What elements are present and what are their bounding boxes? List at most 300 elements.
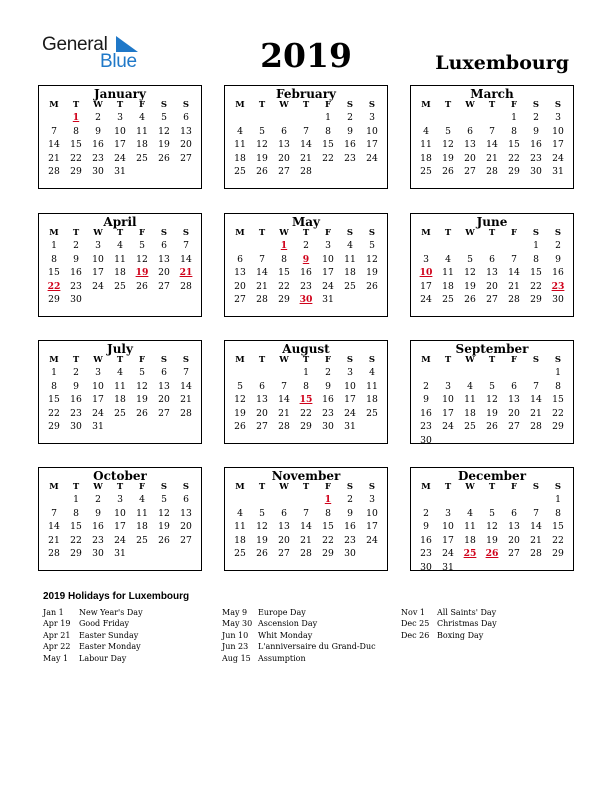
day-cell: 8: [325, 507, 331, 519]
day-cell: 5: [161, 494, 167, 505]
day-cell: 30: [70, 294, 82, 306]
week-row: [225, 366, 387, 380]
day-cell: 23: [344, 152, 356, 164]
week-row: [39, 420, 201, 434]
day-cell: 12: [256, 521, 268, 533]
day-cell: 8: [533, 253, 539, 265]
week-row: [411, 493, 573, 507]
day-cell: [131, 293, 153, 307]
day-cell: 26: [442, 166, 454, 178]
day-cell: 7: [183, 367, 189, 378]
day-cell: 3: [117, 494, 123, 505]
day-cell: 29: [322, 548, 334, 560]
day-cell: 15: [322, 521, 334, 533]
day-cell: 28: [256, 294, 268, 306]
day-cell: [437, 239, 459, 253]
week-row: [411, 125, 573, 139]
day-cell: 28: [486, 166, 498, 178]
week-row: [39, 280, 201, 294]
month-name: January: [94, 87, 146, 101]
day-cell: 30: [92, 548, 104, 560]
day-cell: 19: [366, 267, 378, 279]
weekday-label: S: [182, 482, 190, 492]
week-row: [225, 493, 387, 507]
weekday-label: W: [465, 228, 475, 238]
day-cell: 23: [420, 421, 432, 433]
day-cell: [251, 366, 273, 380]
day-cell: 19: [486, 407, 498, 419]
day-cell: 12: [486, 521, 498, 533]
weekday-label: M: [235, 482, 245, 492]
day-cell: [437, 366, 459, 380]
weekday-label: T: [488, 100, 496, 110]
week-row: [411, 253, 573, 267]
day-cell: 28: [48, 548, 60, 560]
day-cell: 20: [486, 280, 498, 292]
weekday-label: T: [258, 355, 266, 365]
day-cell: 13: [234, 267, 246, 279]
day-cell: 29: [530, 294, 542, 306]
day-cell: 6: [183, 112, 189, 123]
week-row: [225, 380, 387, 394]
day-cell: 25: [464, 421, 476, 433]
holiday-item: [401, 618, 497, 629]
day-cell: [175, 547, 197, 561]
day-cell: 19: [464, 280, 476, 292]
day-cell: 16: [300, 267, 312, 279]
day-cell: 9: [347, 507, 353, 519]
day-cell: [175, 165, 197, 179]
day-cell: 29: [70, 548, 82, 560]
weekday-label: M: [421, 100, 431, 110]
day-cell: 14: [486, 139, 498, 151]
holiday-name: Boxing Day: [437, 630, 484, 640]
day-cell: 2: [95, 112, 101, 123]
weekday-label: W: [93, 355, 103, 365]
week-row: [411, 380, 573, 394]
week-row: [39, 266, 201, 280]
day-cell: 21: [530, 407, 542, 419]
week-row: [411, 393, 573, 407]
day-cell: 5: [259, 125, 265, 137]
day-cell: 11: [420, 139, 432, 151]
day-cell: 31: [344, 421, 356, 433]
holiday-item: [222, 641, 376, 652]
month-august: [224, 340, 388, 444]
holidays-title: 2019 Holidays for Luxembourg: [43, 591, 190, 602]
day-cell: 14: [48, 139, 60, 151]
day-cell: 13: [278, 521, 290, 533]
weekday-label: F: [138, 100, 146, 110]
day-cell: [547, 561, 569, 575]
weekday-label: S: [160, 482, 168, 492]
day-cell: 24: [344, 407, 356, 419]
day-cell: 17: [366, 139, 378, 151]
month-name: June: [476, 215, 508, 229]
day-cell: 30: [420, 434, 432, 446]
day-cell: 3: [445, 380, 451, 392]
weekday-label: W: [279, 355, 289, 365]
weekday-label: T: [116, 482, 124, 492]
day-cell: 13: [508, 394, 520, 406]
day-cell: 11: [464, 521, 476, 533]
day-cell: 17: [420, 280, 432, 292]
weekday-label: M: [49, 482, 59, 492]
holiday-item: [43, 618, 143, 629]
day-cell: 24: [92, 280, 104, 292]
day-cell: 20: [508, 407, 520, 419]
week-row: [225, 520, 387, 534]
day-cell: 1: [51, 367, 57, 378]
day-cell: 7: [259, 253, 265, 265]
week-row: [39, 152, 201, 166]
day-cell: 20: [158, 267, 170, 279]
day-cell: 27: [486, 294, 498, 306]
weekday-label: M: [421, 228, 431, 238]
day-cell: [175, 293, 197, 307]
day-cell: 3: [117, 112, 123, 123]
day-cell: 20: [180, 521, 192, 533]
weekday-label: F: [138, 228, 146, 238]
day-cell: [295, 493, 317, 507]
month-january: [38, 85, 202, 189]
day-cell: 11: [344, 253, 356, 265]
weekday-label: F: [324, 355, 332, 365]
day-cell: 5: [139, 367, 145, 378]
weekday-header: [225, 355, 387, 366]
day-cell: 16: [530, 139, 542, 151]
day-cell: 13: [158, 380, 170, 392]
day-cell: 1: [73, 494, 79, 505]
day-cell: [361, 165, 383, 179]
holiday-date: May 1: [43, 653, 69, 663]
holiday-day-cell: 10: [419, 267, 433, 279]
week-row: [225, 393, 387, 407]
day-cell: 15: [278, 267, 290, 279]
day-cell: 31: [92, 421, 104, 433]
weekday-label: S: [532, 482, 540, 492]
day-cell: 25: [136, 534, 148, 546]
week-row: [411, 111, 573, 125]
weekday-label: W: [279, 482, 289, 492]
day-cell: 22: [322, 152, 334, 164]
day-cell: 5: [489, 507, 495, 519]
day-cell: [43, 111, 65, 125]
day-cell: [525, 366, 547, 380]
month-june: [410, 213, 574, 317]
day-cell: 22: [552, 407, 564, 419]
month-october: [38, 467, 202, 571]
holiday-day-cell: 26: [485, 548, 499, 560]
weekday-label: T: [72, 355, 80, 365]
holiday-date: Apr 21: [43, 630, 71, 640]
day-cell: 2: [73, 367, 79, 378]
day-cell: 30: [552, 294, 564, 306]
day-cell: 24: [366, 534, 378, 546]
day-cell: 16: [70, 267, 82, 279]
day-cell: 1: [325, 112, 331, 123]
day-cell: [131, 420, 153, 434]
day-cell: [109, 293, 131, 307]
day-cell: 22: [300, 407, 312, 419]
day-cell: 14: [180, 253, 192, 265]
holiday-item: [43, 607, 143, 618]
day-cell: 19: [136, 394, 148, 406]
day-cell: 13: [486, 267, 498, 279]
day-cell: [437, 434, 459, 448]
day-cell: 18: [114, 394, 126, 406]
day-cell: 6: [467, 125, 473, 137]
day-cell: 18: [234, 152, 246, 164]
day-cell: 23: [322, 407, 334, 419]
day-cell: 19: [234, 407, 246, 419]
month-december: [410, 467, 574, 571]
day-cell: 20: [464, 152, 476, 164]
week-row: [411, 434, 573, 448]
day-cell: 17: [442, 534, 454, 546]
day-cell: 13: [180, 125, 192, 137]
day-cell: 22: [552, 534, 564, 546]
weekday-label: T: [302, 100, 310, 110]
day-cell: 26: [486, 421, 498, 433]
month-name: August: [282, 342, 330, 356]
day-cell: 16: [92, 139, 104, 151]
month-november: [224, 467, 388, 571]
day-cell: 7: [303, 507, 309, 519]
day-cell: 24: [420, 294, 432, 306]
day-cell: 3: [369, 112, 375, 123]
day-cell: 21: [300, 152, 312, 164]
holiday-item: [401, 607, 497, 618]
day-cell: 6: [237, 253, 243, 265]
week-row: [39, 138, 201, 152]
holiday-date: Aug 15: [222, 653, 251, 663]
day-cell: [153, 547, 175, 561]
holiday-item: [222, 630, 376, 641]
day-cell: 6: [161, 240, 167, 251]
weekday-header: [411, 100, 573, 111]
day-cell: 4: [423, 125, 429, 137]
holiday-column: [401, 607, 497, 641]
day-cell: 30: [420, 561, 432, 573]
day-cell: 12: [256, 139, 268, 151]
day-cell: 2: [95, 494, 101, 505]
weekday-label: M: [235, 100, 245, 110]
day-cell: 26: [256, 166, 268, 178]
weekday-label: T: [302, 228, 310, 238]
holiday-date: May 9: [222, 608, 248, 617]
day-cell: 23: [344, 534, 356, 546]
day-cell: 14: [508, 267, 520, 279]
day-cell: [317, 165, 339, 179]
day-cell: 28: [180, 280, 192, 292]
day-cell: 7: [489, 125, 495, 137]
week-row: [225, 138, 387, 152]
day-cell: 1: [303, 367, 309, 378]
week-row: [225, 152, 387, 166]
day-cell: 6: [259, 380, 265, 392]
day-cell: 4: [117, 367, 123, 378]
day-cell: 12: [158, 125, 170, 137]
day-cell: 22: [70, 534, 82, 546]
day-cell: 19: [442, 152, 454, 164]
weekday-header: [411, 228, 573, 239]
day-cell: 9: [73, 380, 79, 392]
weekday-label: F: [510, 482, 518, 492]
day-cell: 23: [70, 407, 82, 419]
day-cell: 26: [136, 407, 148, 419]
day-cell: [131, 547, 153, 561]
day-cell: 22: [70, 152, 82, 164]
day-cell: 26: [234, 421, 246, 433]
day-cell: 18: [136, 139, 148, 151]
day-cell: 4: [467, 507, 473, 519]
holiday-day-cell: 30: [299, 294, 313, 306]
week-row: [411, 420, 573, 434]
day-cell: 13: [256, 394, 268, 406]
day-cell: [273, 111, 295, 125]
month-name: May: [291, 215, 321, 229]
day-cell: 2: [73, 240, 79, 251]
day-cell: 29: [70, 166, 82, 178]
holiday-item: [401, 630, 497, 641]
day-cell: 26: [366, 280, 378, 292]
month-name: October: [93, 469, 147, 483]
day-cell: [459, 561, 481, 575]
day-cell: 19: [158, 521, 170, 533]
day-cell: 7: [533, 380, 539, 392]
day-cell: 12: [366, 253, 378, 265]
day-cell: 13: [180, 507, 192, 519]
day-cell: 1: [555, 367, 561, 378]
day-cell: 28: [300, 548, 312, 560]
week-row: [411, 366, 573, 380]
day-cell: 29: [552, 421, 564, 433]
day-cell: 25: [234, 548, 246, 560]
holiday-name: All Saints' Day: [437, 608, 497, 617]
day-cell: [361, 547, 383, 561]
weekday-label: W: [465, 100, 475, 110]
day-cell: 23: [420, 548, 432, 560]
day-cell: 24: [442, 421, 454, 433]
day-cell: 18: [114, 267, 126, 279]
day-cell: 28: [300, 166, 312, 178]
day-cell: 1: [555, 494, 561, 505]
day-cell: 4: [237, 125, 243, 137]
day-cell: 23: [70, 280, 82, 292]
day-cell: 11: [234, 521, 246, 533]
day-cell: 12: [486, 394, 498, 406]
day-cell: [525, 561, 547, 575]
day-cell: 11: [442, 267, 454, 279]
weekday-header: [411, 355, 573, 366]
day-cell: 26: [256, 548, 268, 560]
day-cell: 20: [180, 139, 192, 151]
day-cell: 20: [256, 407, 268, 419]
day-cell: [153, 165, 175, 179]
day-cell: 23: [530, 152, 542, 164]
week-row: [225, 534, 387, 548]
day-cell: 15: [48, 394, 60, 406]
weekday-label: M: [235, 228, 245, 238]
day-cell: [251, 493, 273, 507]
weekday-label: T: [444, 100, 452, 110]
day-cell: 8: [303, 380, 309, 392]
day-cell: 11: [234, 139, 246, 151]
week-row: [411, 507, 573, 521]
weekday-label: W: [93, 228, 103, 238]
day-cell: 3: [325, 240, 331, 251]
day-cell: 11: [114, 380, 126, 392]
weekday-label: T: [444, 482, 452, 492]
calendar-year: 2019: [260, 36, 352, 75]
day-cell: 10: [344, 380, 356, 392]
day-cell: 25: [136, 152, 148, 164]
day-cell: 27: [278, 166, 290, 178]
day-cell: 4: [347, 240, 353, 251]
day-cell: 16: [322, 394, 334, 406]
day-cell: 15: [70, 139, 82, 151]
day-cell: 16: [344, 139, 356, 151]
weekday-label: S: [160, 355, 168, 365]
day-cell: [153, 293, 175, 307]
day-cell: 17: [442, 407, 454, 419]
holiday-day-cell: 9: [302, 253, 310, 265]
holiday-day-cell: 15: [299, 394, 313, 406]
day-cell: [481, 366, 503, 380]
holiday-day-cell: 1: [280, 240, 288, 251]
day-cell: 12: [158, 507, 170, 519]
day-cell: 10: [114, 125, 126, 137]
day-cell: 10: [92, 380, 104, 392]
day-cell: 22: [278, 280, 290, 292]
week-row: [411, 293, 573, 307]
day-cell: 8: [555, 380, 561, 392]
weekday-label: T: [72, 228, 80, 238]
week-row: [39, 293, 201, 307]
day-cell: 19: [256, 534, 268, 546]
weekday-label: T: [444, 228, 452, 238]
weekday-label: S: [182, 355, 190, 365]
day-cell: 14: [530, 521, 542, 533]
day-cell: 3: [347, 367, 353, 378]
day-cell: 4: [237, 507, 243, 519]
day-cell: [361, 420, 383, 434]
weekday-label: T: [488, 355, 496, 365]
holiday-date: Dec 25: [401, 619, 430, 629]
weekday-header: [39, 100, 201, 111]
day-cell: 14: [300, 139, 312, 151]
day-cell: 3: [369, 494, 375, 505]
day-cell: 5: [467, 253, 473, 265]
month-name: July: [107, 342, 133, 356]
weekday-label: T: [444, 355, 452, 365]
day-cell: 11: [114, 253, 126, 265]
day-cell: 8: [51, 380, 57, 392]
week-row: [225, 111, 387, 125]
day-cell: 27: [508, 548, 520, 560]
day-cell: 30: [344, 548, 356, 560]
day-cell: 25: [344, 280, 356, 292]
week-row: [225, 280, 387, 294]
holiday-date: Nov 1: [401, 608, 425, 617]
day-cell: 4: [139, 112, 145, 123]
day-cell: [415, 111, 437, 125]
day-cell: [503, 366, 525, 380]
holiday-name: Labour Day: [79, 653, 127, 663]
week-row: [411, 520, 573, 534]
holiday-column: [43, 607, 143, 664]
